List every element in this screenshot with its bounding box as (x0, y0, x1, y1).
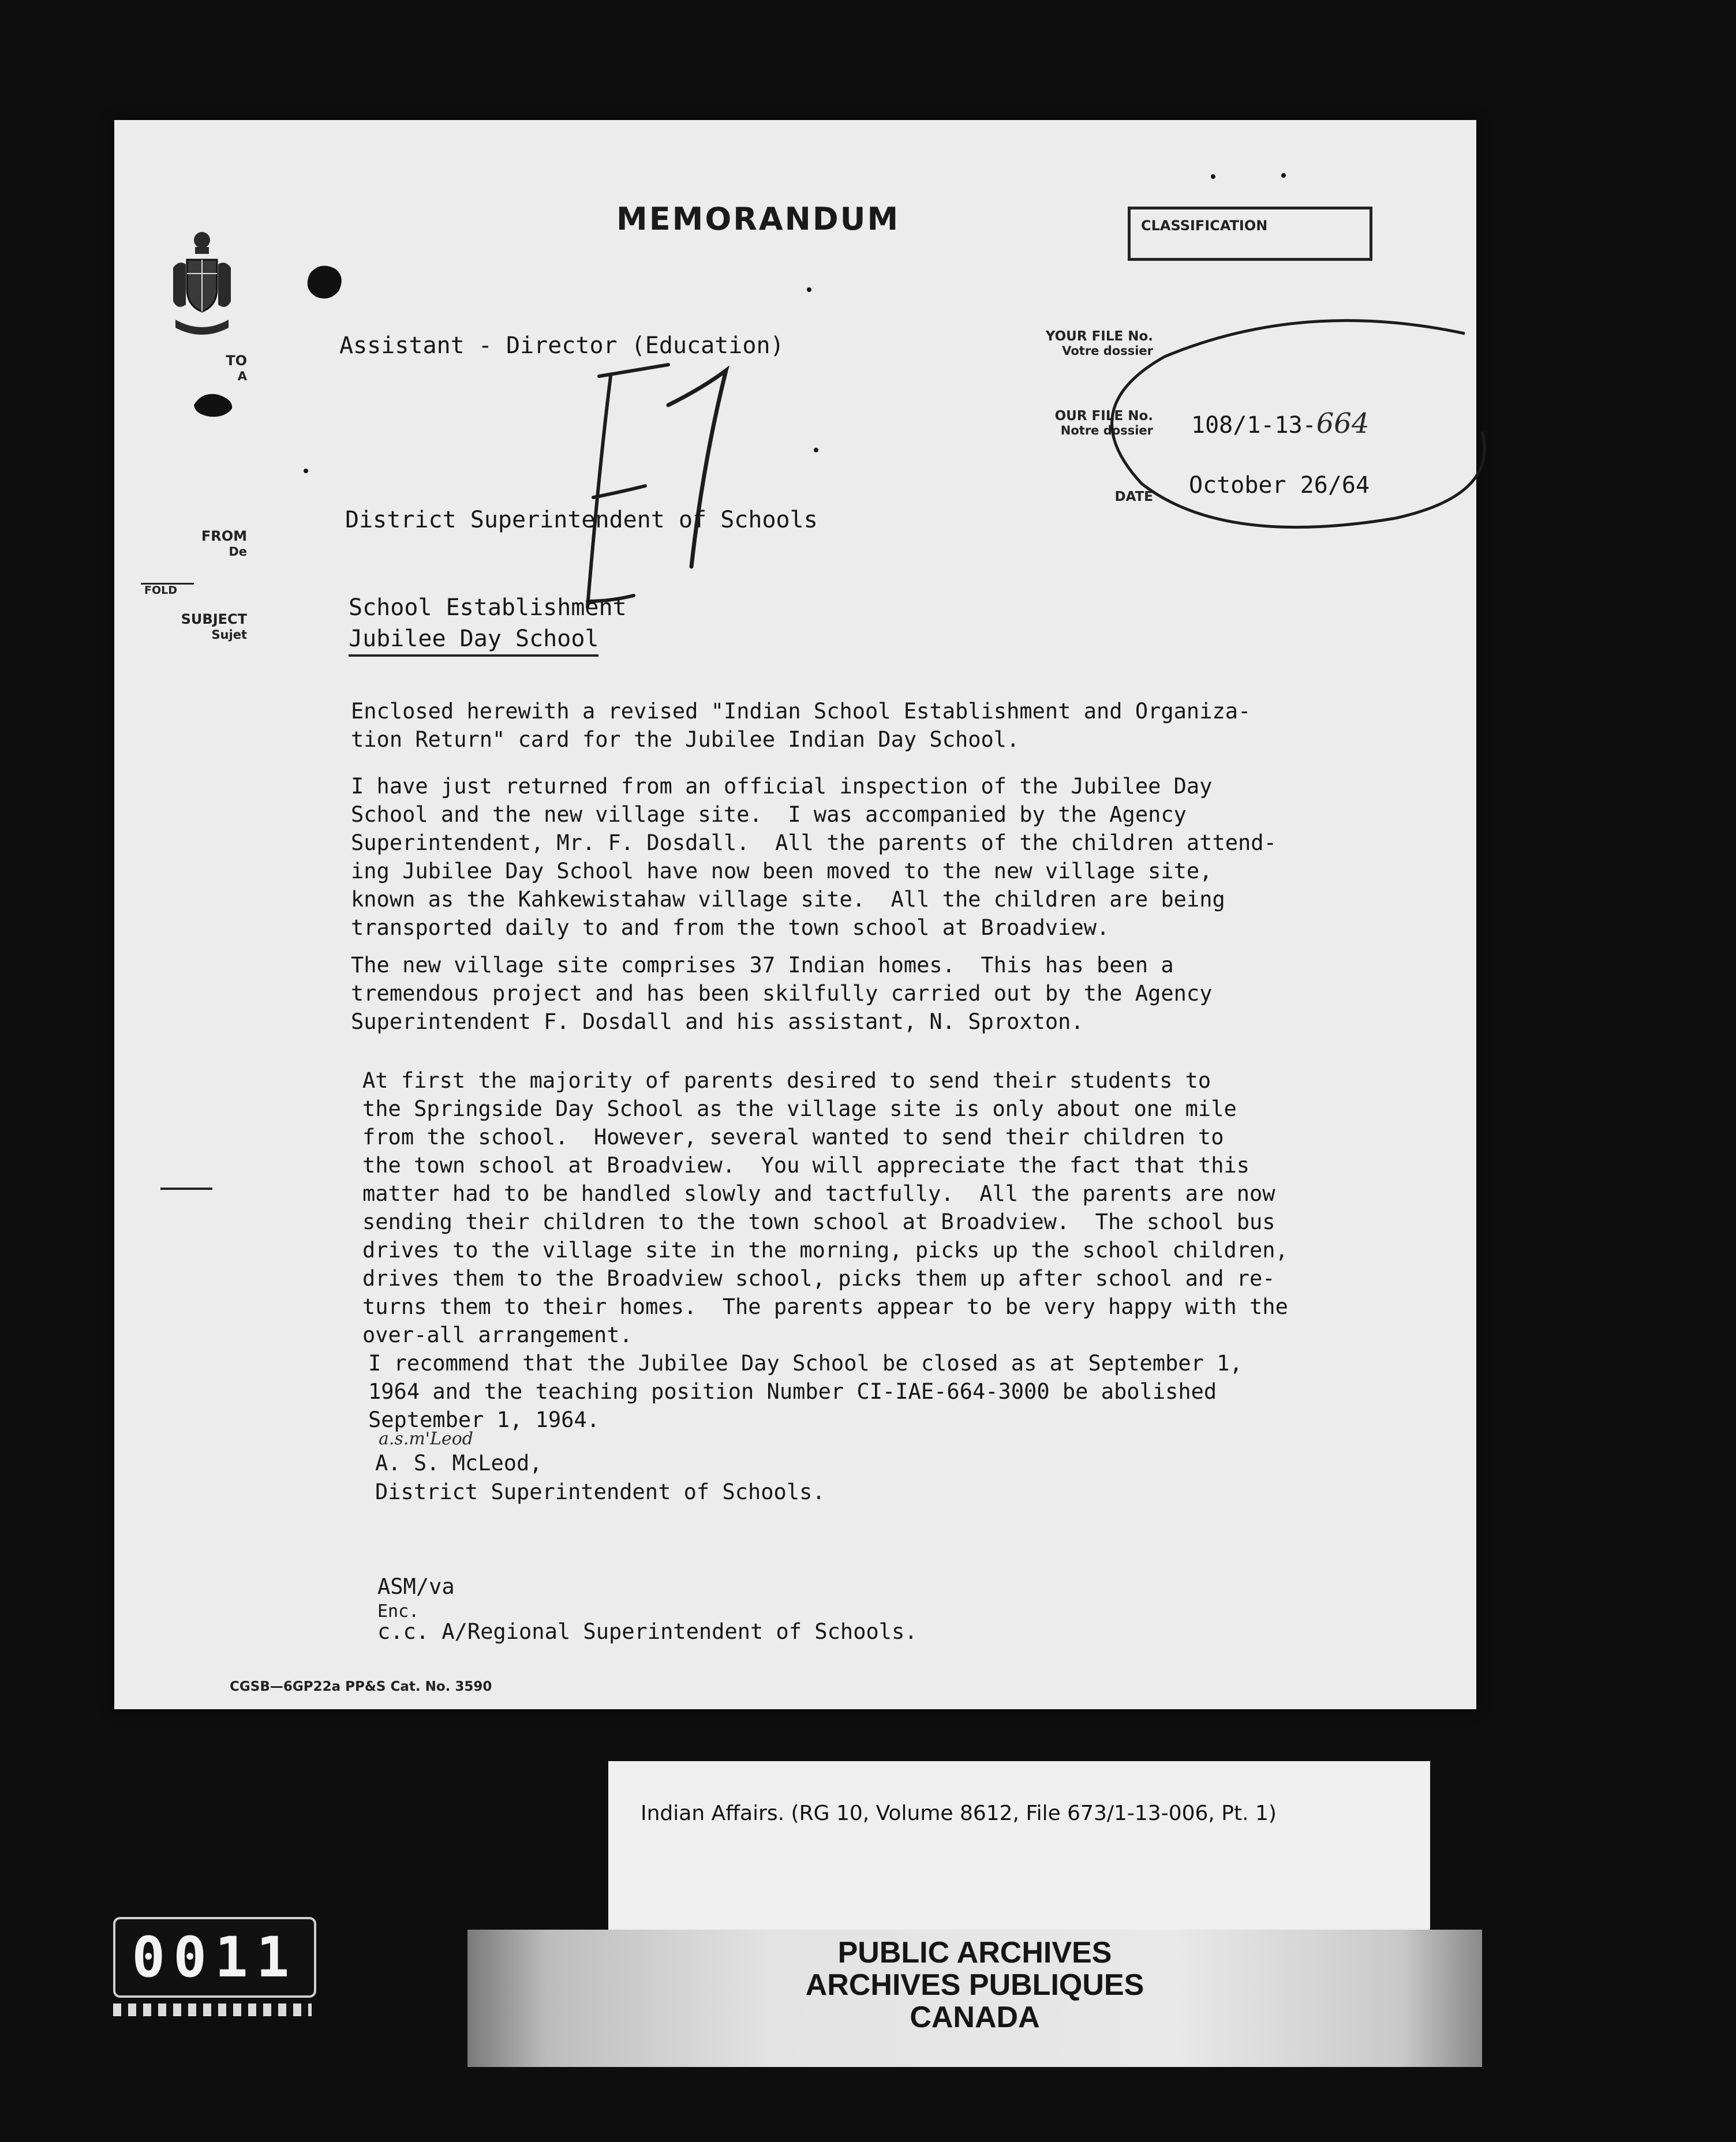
our-file-label-group (1015, 409, 1153, 438)
signature-title: District Superintendent of Schools. (375, 1480, 825, 1504)
to-value: Assistant - Director (Education) (339, 332, 784, 359)
body-paragraph-3: The new village site comprises 37 Indian homes. This has been a tremendous project and has been skilfully carried out by the Agency Superintendent F. Dosdall and his assistant, N. Sproxton. (351, 953, 1213, 1034)
our-file-value (1191, 407, 1369, 440)
to-label-group (201, 353, 247, 383)
body-paragraph-1: Enclosed herewith a revised "Indian School Establishment and Organiza- tion Return" card for the Jubilee Indian Day School. (351, 699, 1251, 752)
cc-line: c.c. A/Regional Superintendent of Schools. (377, 1619, 918, 1644)
stamp-line-2: ARCHIVES PUBLIQUES (805, 1968, 1144, 2002)
our-file-label-fr: Notre dossier (1060, 424, 1153, 438)
memo-title: MEMORANDUM (616, 201, 900, 237)
canada-coat-of-arms-icon (167, 227, 237, 343)
form-code: CGSB—6GP22a PP&S Cat. No. 3590 (230, 1679, 492, 1694)
handwritten-signature: a.s.m'Leod (379, 1429, 473, 1449)
subject-line-2: Jubilee Day School (349, 626, 598, 657)
speck (1281, 173, 1286, 178)
speck (304, 469, 308, 473)
from-label: FROM (201, 528, 247, 544)
to-label: TO (226, 353, 247, 369)
film-sprocket-strip (113, 2004, 312, 2016)
from-value: District Superintendent of Schools (345, 507, 818, 533)
frame-number: 0011 (132, 1925, 298, 1990)
speck (1211, 174, 1215, 179)
typist-initials: ASM/va (377, 1574, 455, 1599)
classification-box (1128, 207, 1372, 261)
speck (807, 287, 811, 292)
body-paragraph-2: I have just returned from an official inspection of the Jubilee Day School and the new village site. I was accompanied by the Agency Superintendent, Mr. F. Dosdall. All the parents of the children attend- ing Jubilee Day School have now been moved to the new village site, known as the Kahkewistahaw village site. All the children are being transported daily to and from the town school at Broadview. (351, 774, 1277, 940)
signature-name: A. S. McLeod, (375, 1451, 542, 1476)
your-file-label: YOUR FILE No. (1045, 329, 1153, 344)
classification-label: CLASSIFICATION (1141, 218, 1268, 234)
fold-label: FOLD (144, 584, 178, 597)
body-paragraph-5: I recommend that the Jubilee Day School be closed as at September 1, 1964 and the teaching position Number CI-IAE-664-3000 be abolished September 1, 1964. (368, 1351, 1243, 1432)
archive-reference: Indian Affairs. (RG 10, Volume 8612, File 673/1-13-006, Pt. 1) (641, 1802, 1277, 1825)
speck (814, 448, 818, 452)
margin-dash (160, 1188, 212, 1190)
date-label: DATE (1114, 489, 1153, 504)
subject-label: SUBJECT (181, 611, 247, 627)
handwritten-annotation (570, 353, 743, 624)
our-file-label: OUR FILE No. (1054, 409, 1153, 424)
from-label-group (172, 529, 247, 559)
stamp-line-1: PUBLIC ARCHIVES (837, 1936, 1112, 1969)
our-file-number: 108/1-13- (1191, 412, 1316, 439)
ink-blot-mark (190, 389, 237, 421)
subject-label-group (149, 612, 247, 642)
from-label-fr: De (229, 544, 247, 559)
ink-blot-mark (302, 259, 348, 305)
our-file-handwritten: 664 (1316, 407, 1370, 440)
your-file-label-fr: Votre dossier (1062, 344, 1153, 358)
stamp-line-3: CANADA (910, 2001, 1040, 2034)
public-archives-stamp (467, 1930, 1482, 2067)
date-value: October 26/64 (1189, 472, 1370, 499)
body-paragraph-4: At first the majority of parents desired to send their students to the Springside Day School as the village site is only about one mile from the school. However, several wanted to send their children to the town school at Broadview. You will appreciate the fact that this matter had to be handled slowly and tactfully. All the parents are now sending their children to the town school at Broadview. The school bus drives to the village site in the morning, picks up the school children, drives them to the Broadview school, picks them up after school and re- turns them to their homes. The parents appear to be very happy with the over-all arrangement. (362, 1068, 1288, 1347)
subject-line-1: School Establishment (349, 594, 627, 621)
subject-label-fr: Sujet (211, 627, 247, 642)
date-label-group (1067, 489, 1153, 504)
enclosure-note: Enc. (377, 1601, 420, 1622)
memo-sheet (114, 120, 1476, 1709)
to-label-fr: A (237, 369, 247, 383)
frame-counter (113, 1917, 316, 1998)
